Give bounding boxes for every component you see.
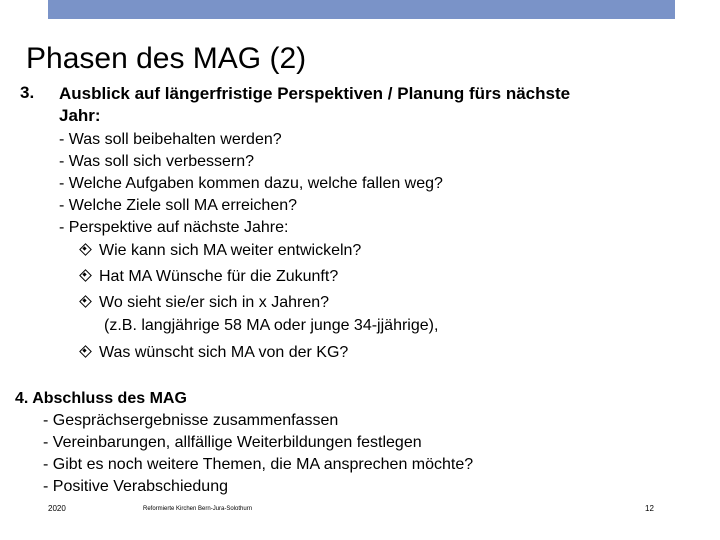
closing-item: - Gibt es noch weitere Themen, die MA ansprechen möchte? [43,456,474,473]
bullet-text: Wie kann sich MA weiter entwickeln? [99,242,362,259]
top-accent-bar [48,0,675,19]
closing-item: - Vereinbarungen, allfällige Weiterbildungen festlegen [43,434,422,451]
section-4-heading: 4. Abschluss des MAG [15,390,187,407]
question-item: - Was soll beibehalten werden? [59,131,282,148]
question-item: - Welche Aufgaben kommen dazu, welche fallen weg? [59,175,443,192]
footer-page-number: 12 [645,504,654,513]
slide-title: Phasen des MAG (2) [26,42,307,75]
perspective-bullet [80,344,348,362]
section-3-number: 3. [20,83,35,102]
section-3-heading-line-1: Ausblick auf längerfristige Perspektiven / Planung fürs nächste [59,84,571,103]
closing-item: - Gesprächsergebnisse zusammenfassen [43,412,339,429]
perspective-bullet [80,242,361,260]
closing-item: - Positive Verabschiedung [43,478,228,495]
section-3-heading-line-2: Jahr: [59,106,101,125]
section-3-heading [59,83,570,127]
diamond-bullet-icon [80,244,90,254]
bullet-continuation: (z.B. langjährige 58 MA oder junge 34-jjährige), [104,317,439,334]
diamond-bullet-icon [80,296,90,306]
footer-organization: Reformierte Kirchen Bern-Jura-Solothurn [143,506,253,512]
question-item: - Was soll sich verbessern? [59,153,255,170]
diamond-bullet-icon [80,270,90,280]
question-item: - Welche Ziele soll MA erreichen? [59,197,298,214]
bullet-text: Hat MA Wünsche für die Zukunft? [99,268,339,285]
bullet-text: Wo sieht sie/er sich in x Jahren? [99,294,330,311]
question-item: - Perspektive auf nächste Jahre: [59,219,289,236]
perspective-bullet [80,294,329,312]
diamond-bullet-icon [80,346,90,356]
bullet-text: Was wünscht sich MA von der KG? [99,344,349,361]
footer-year: 2020 [48,504,66,513]
perspective-bullet [80,268,338,286]
